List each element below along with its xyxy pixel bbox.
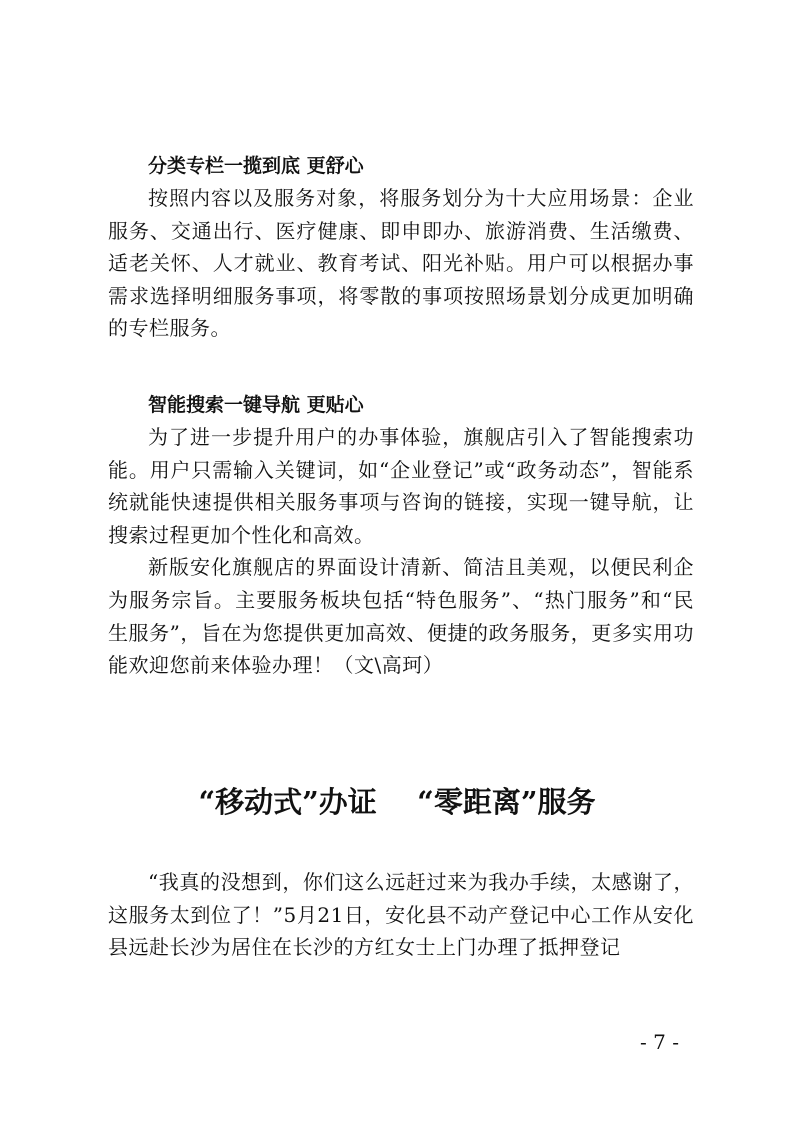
article-title: “移动式”办证 “零距离”服务 — [198, 785, 596, 819]
section-heading-category: 分类专栏一揽到底 更舒心 — [148, 155, 364, 177]
paragraph-flagship-store: 新版安化旗舰店的界面设计清新、简洁且美观，以便民利企为服务宗旨。主要服务板块包括“特色服务”、“热门服务”和“民生服务”，旨在为您提供更加高效、便捷的政务服务，更多实用功能欢迎您前来体验办理！（文\高珂） — [108, 555, 694, 678]
paragraph-smart-search: 为了进一步提升用户的办事体验，旗舰店引入了智能搜索功能。用户只需输入关键词，如“企业登记”或“政务动态”，智能系统就能快速提供相关服务事项与咨询的链接，实现一键导航，让搜索过程更加个性化和高效。 — [108, 425, 694, 547]
page-number: - 7 - — [640, 1030, 679, 1054]
section-category-columns — [108, 150, 694, 345]
section-smart-search — [108, 389, 694, 682]
section-heading-smart-search: 智能搜索一键导航 更贴心 — [148, 394, 364, 416]
paragraph-mobile-service: “我真的没想到，你们这么远赶过来为我办手续，太感谢了，这服务太到位了！”5月21日，安化县不动产登记中心工作从安化县远赴长沙为居住在长沙的方红女士上门办理了抵押登记 — [108, 870, 694, 960]
article-body — [108, 866, 694, 964]
paragraph-category-scenes: 按照内容以及服务对象，将服务划分为十大应用场景：企业服务、交通出行、医疗健康、即申即办、旅游消费、生活缴费、适老关怀、人才就业、教育考试、阳光补贴。用户可以根据办事需求选择明细服务事项，将零散的事项按照场景划分成更加明确的专栏服务。 — [108, 186, 694, 341]
